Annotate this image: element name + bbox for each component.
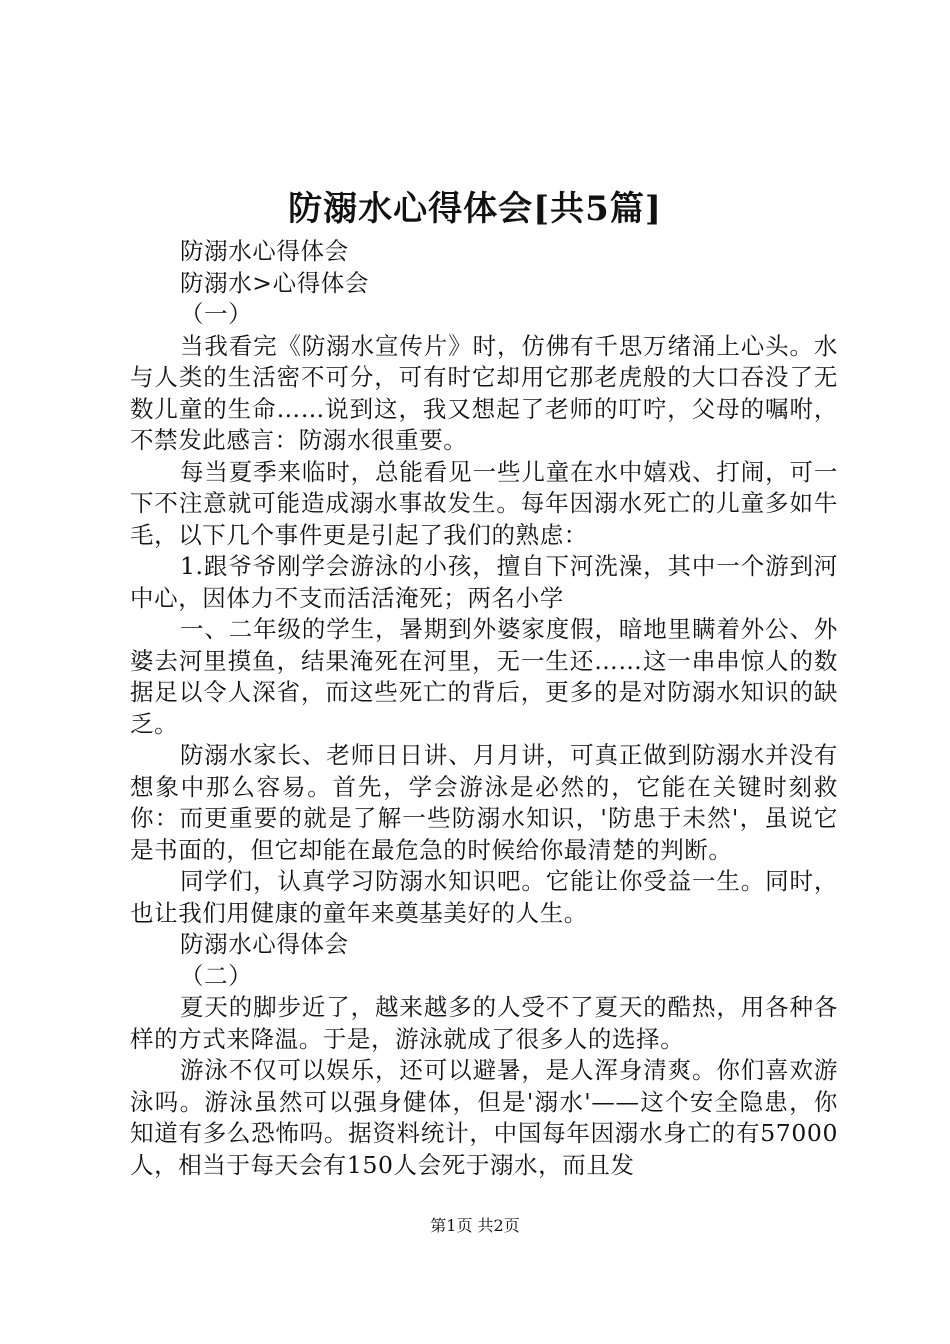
paragraph: 每当夏季来临时，总能看见一些儿童在水中嬉戏、打闹，可一下不注意就可能造成溺水事故发生。每年因溺水死亡的儿童多如牛毛，以下几个事件更是引起了我们的熟虑：	[130, 457, 838, 549]
paragraph: 防溺水家长、老师日日讲、月月讲，可真正做到防溺水并没有想象中那么容易。首先，学会游泳是必然的，它能在关键时刻救你：而更重要的就是了解一些防溺水知识，'防患于未然'，虽说它是书面的，但它却能在最危急的时候给你最清楚的判断。	[130, 741, 838, 864]
paragraph: 防溺水心得体会	[180, 930, 349, 958]
document-body	[130, 236, 838, 1181]
paragraph: 一、二年级的学生，暑期到外婆家度假，暗地里瞒着外公、外婆去河里摸鱼，结果淹死在河里，无一生还……这一串串惊人的数据足以令人深省，而这些死亡的背后，更多的是对防溺水知识的缺乏。	[130, 615, 838, 738]
paragraph: 夏天的脚步近了，越来越多的人受不了夏天的酷热，用各种各样的方式来降温。于是，游泳就成了很多人的选择。	[130, 993, 838, 1053]
page-footer: 第1页 共2页	[430, 1216, 520, 1235]
section-number: （二）	[180, 961, 253, 990]
paragraph: 当我看完《防溺水宣传片》时，仿佛有千思万绪涌上心头。水与人类的生活密不可分，可有时它却用它那老虎般的大口吞没了无数儿童的生命……说到这，我又想起了老师的叮咛，父母的嘱咐，不禁发此感言：防溺水很重要。	[130, 331, 838, 454]
paragraph: 游泳不仅可以娱乐，还可以避暑，是人浑身清爽。你们喜欢游泳吗。游泳虽然可以强身健体，但是'溺水'——这个安全隐患，你知道有多么恐怖吗。据资料统计，中国每年因溺水身亡的有57000人，相当于每天会有150人会死于溺水，而且发	[130, 1056, 838, 1179]
document-title: 防溺水心得体会[共5篇]	[288, 189, 662, 229]
paragraph: 同学们，认真学习防溺水知识吧。它能让你受益一生。同时，也让我们用健康的童年来奠基美好的人生。	[130, 867, 838, 927]
paragraph: 1.跟爷爷刚学会游泳的小孩，擅自下河洗澡，其中一个游到河中心，因体力不支而活活淹死；两名小学	[130, 552, 838, 612]
paragraph: 防溺水心得体会	[180, 237, 349, 265]
section-number: （一）	[180, 300, 253, 328]
paragraph: 防溺水>心得体会	[180, 268, 369, 297]
